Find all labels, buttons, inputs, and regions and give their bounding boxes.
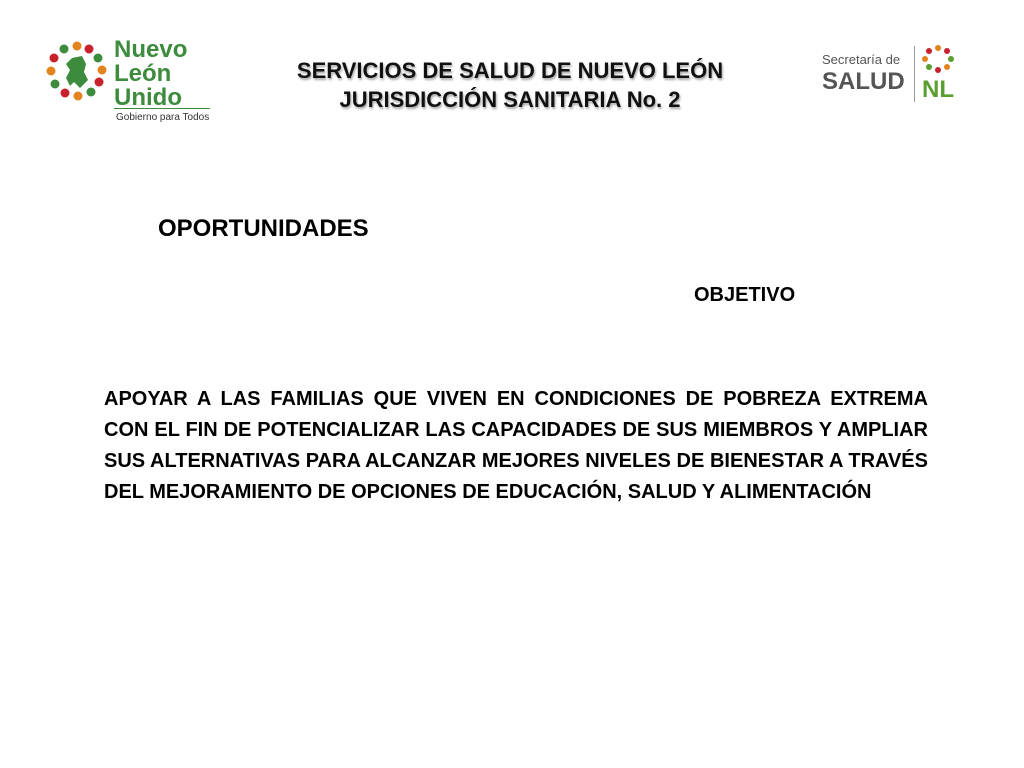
logo-left-divider (114, 108, 210, 109)
logo-right-line3: NL (922, 76, 954, 103)
header-line2: JURISDICCIÓN SANITARIA No. 2 (339, 87, 681, 112)
header-line1: SERVICIOS DE SALUD DE NUEVO LEÓN (296, 58, 724, 83)
logo-right-divider (914, 46, 915, 102)
logo-right-line2: SALUD (822, 68, 905, 95)
nuevo-leon-unido-logo (44, 36, 214, 128)
logo-right-line1: Secretaría de (822, 52, 901, 67)
section-title: OPORTUNIDADES (158, 215, 369, 242)
nl-emblem-icon (920, 44, 956, 74)
logo-left-line1: Nuevo (114, 36, 188, 63)
secretaria-salud-logo (822, 42, 962, 106)
page-header (230, 56, 790, 114)
logo-left-tagline: Gobierno para Todos (116, 112, 210, 123)
logo-left-line2: León (114, 60, 172, 87)
objective-text: APOYAR A LAS FAMILIAS QUE VIVEN EN CONDICIONES DE POBREZA EXTREMA CON EL FIN DE POTENCIALIZAR LAS CAPACIDADES DE SUS MIEMBROS Y AMPLIAR SUS ALTERNATIVAS PARA ALCANZAR MEJORES NIVELES DE BIENESTAR A TRAVÉS DEL MEJORAMIENTO DE OPCIONES DE EDUCACIÓN, SALUD Y ALIMENTACIÓN (104, 388, 928, 503)
logo-left-line3: Unido (114, 84, 182, 111)
objective-heading: OBJETIVO (694, 284, 796, 306)
